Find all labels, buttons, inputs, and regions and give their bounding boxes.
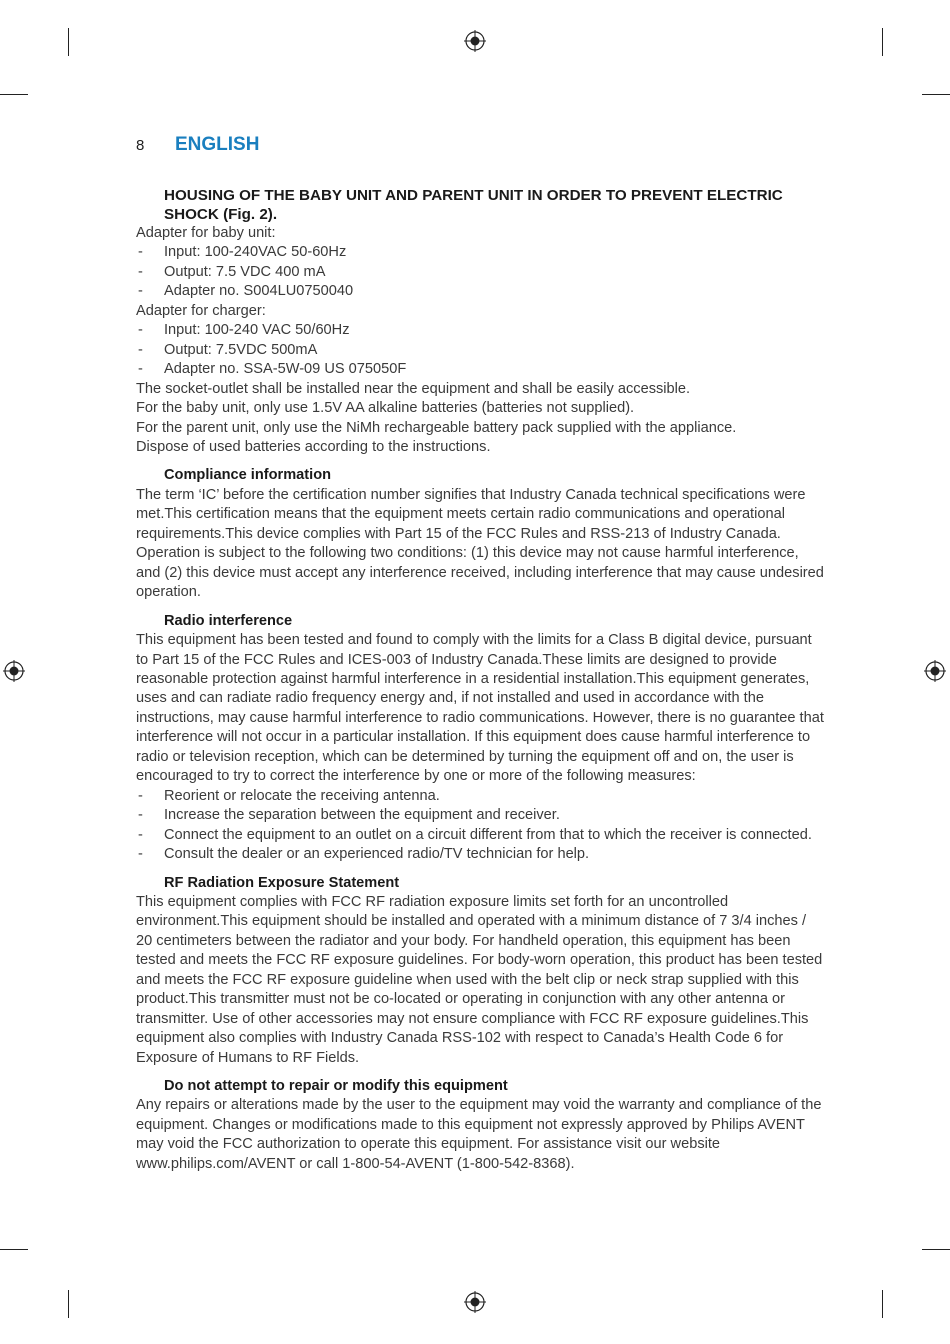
language-heading: ENGLISH: [175, 134, 260, 155]
page-number: 8: [136, 137, 145, 154]
registration-mark-icon: [464, 1291, 486, 1313]
rf-text: This equipment complies with FCC RF radiation exposure limits set forth for an uncontrolled environment.This equipment should be installed and operated with a minimum distance of 7 3/4 inches / 20 centimeters between the radiator and your body. For handheld operation, this equipment has been tested and meets the FCC RF exposure guidelines. For body-worn operation, this product has been tested and meets the FCC RF exposure guideline when used with the belt clip or neck strap supplied with this product.This transmitter must not be co-located or operating in conjunction with any other antenna or transmitter. Use of other accessories may not ensure compliance with FCC RF exposure guidelines.This equipment also complies with Industry Canada RSS-102 with respect to Canada’s Health Code 6 for Exposure of Humans to RF Fields.: [136, 893, 823, 1066]
crop-mark: [922, 1249, 950, 1250]
crop-mark: [0, 94, 28, 95]
crop-mark: [68, 28, 69, 56]
radio-text: This equipment has been tested and found to comply with the limits for a Class B digital device, pursuant to Part 15 of the FCC Rules and ICES-003 of Industry Canada.These limits are designed to provide reasonable protection against harmful interference in a residential installation.This equipment generates, uses and can radiate radio frequency energy and, if not installed and used in accordance with the instructions, may cause harmful interference to radio communications. However, there is no guarantee that interference will not occur in a particular installation. If this equipment does cause harmful interference to radio or television reception, which can be determined by turning the equipment off and on, the user is encouraged to try to correct the interference by one or more of the following measures:: [136, 632, 824, 785]
crop-mark: [922, 94, 950, 95]
adapter-baby-label: Adapter for baby unit:: [136, 225, 276, 241]
list-item: - Input: 100-240 VAC 50/60Hz: [138, 322, 350, 339]
warning-heading: HOUSING OF THE BABY UNIT AND PARENT UNIT IN ORDER TO PREVENT ELECTRIC SHOCK (Fig. 2).: [164, 187, 783, 223]
general-line: Dispose of used batteries according to the instructions.: [136, 438, 491, 455]
crop-mark: [68, 1290, 69, 1318]
list-item: - Input: 100-240VAC 50-60Hz: [138, 244, 347, 261]
radio-heading: Radio interference: [164, 612, 293, 629]
general-line: For the parent unit, only use the NiMh rechargeable battery pack supplied with the appliance.: [136, 419, 737, 436]
general-line: The socket-outlet shall be installed near the equipment and shall be easily accessible.: [136, 380, 691, 397]
crop-mark: [0, 1249, 28, 1250]
list-item: - Adapter no. S004LU0750040: [138, 283, 354, 300]
list-item: - Output: 7.5VDC 500mA: [138, 341, 318, 358]
compliance-heading: Compliance information: [164, 467, 332, 484]
list-item: - Connect the equipment to an outlet on a circuit different from that to which the receiver is connected.: [138, 826, 812, 843]
compliance-text: The term ‘IC’ before the certification number signifies that Industry Canada technical specifications were met.This certification means that the equipment meets certain radio communications and operational requirements.This device complies with Part 15 of the FCC Rules and RSS-213 of Industry Canada. Operation is subject to the following two conditions: (1) this device may not cause harmful interference, and (2) this device must accept any interference received, including interference that may cause undesired operation.: [136, 486, 824, 601]
page-content: [136, 186, 826, 1174]
list-item: - Adapter no. SSA-5W-09 US 075050F: [138, 361, 407, 378]
registration-mark-icon: [464, 30, 486, 52]
list-item: - Output: 7.5 VDC 400 mA: [138, 263, 326, 280]
list-item: - Consult the dealer or an experienced radio/TV technician for help.: [138, 846, 590, 863]
rf-heading: RF Radiation Exposure Statement: [164, 874, 400, 891]
registration-mark-icon: [924, 660, 946, 682]
registration-mark-icon: [3, 660, 25, 682]
repair-heading: Do not attempt to repair or modify this equipment: [164, 1078, 508, 1095]
repair-text: Any repairs or alterations made by the user to the equipment may void the warranty and compliance of the equipment. Changes or modifications made to this equipment not expressly approved by Philips AVENT may void the FCC authorization to operate this equipment. For assistance visit our website www.philips.com/AVENT or call 1-800-54-AVENT (1-800-542-8368).: [136, 1097, 822, 1172]
adapter-charger-label: Adapter for charger:: [136, 302, 266, 319]
general-line: For the baby unit, only use 1.5V AA alkaline batteries (batteries not supplied).: [136, 400, 635, 417]
crop-mark: [882, 28, 883, 56]
list-item: - Reorient or relocate the receiving antenna.: [138, 787, 440, 804]
crop-mark: [882, 1290, 883, 1318]
list-item: - Increase the separation between the equipment and receiver.: [138, 807, 560, 824]
